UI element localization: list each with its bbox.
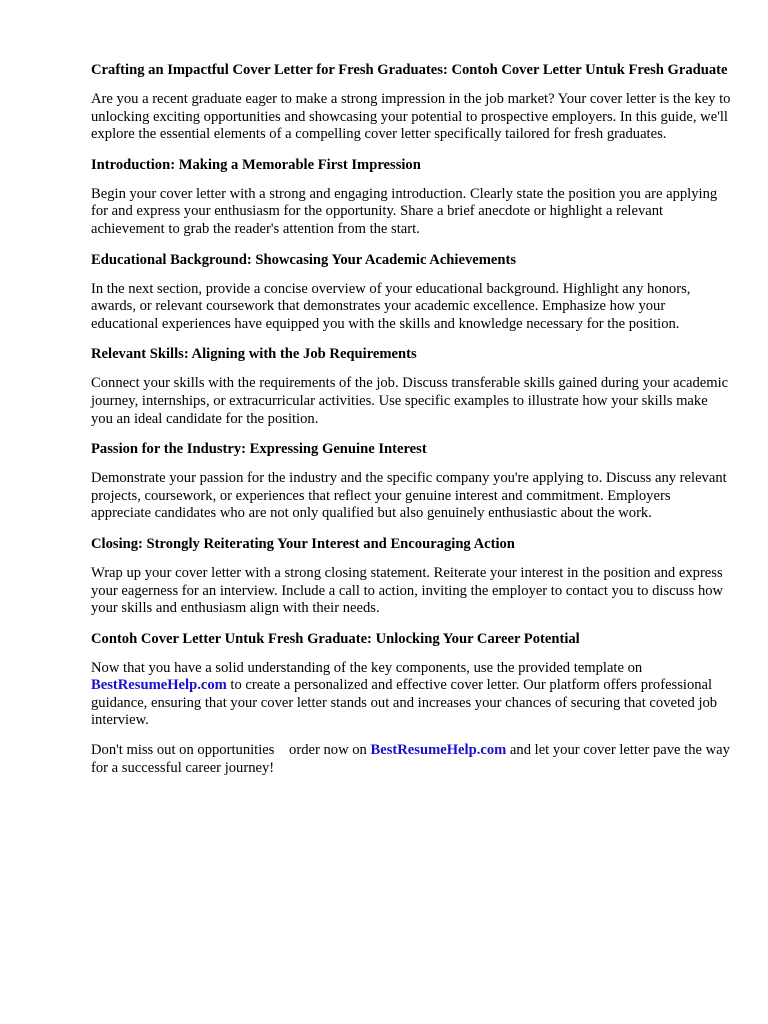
cta-text-after: and let your cover letter pave the way for a successful career journey! — [91, 742, 730, 776]
final-paragraph — [91, 660, 731, 730]
cta-text-before: Don't miss out on opportunities — [91, 742, 275, 759]
section-heading-passion: Passion for the Industry: Expressing Genuine Interest — [91, 441, 427, 458]
section-body-skills: Connect your skills with the requirements of the job. Discuss transferable skills gained during your academic journey, internships, or extracurricular activities. Use specific examples to illustrate how your skills make you an ideal candidate for the position. — [91, 375, 729, 427]
final-paragraph-text-before: Now that you have a solid understanding of the key components, use the provided template on — [91, 659, 643, 676]
section-body-education: In the next section, provide a concise overview of your educational background. Highlight any honors, awards, or relevant coursework that demonstrates your academic excellence. Emphasize how your educational experiences have equipped you with the skills and knowledge necessary for the position. — [91, 280, 691, 332]
section-heading-skills: Relevant Skills: Aligning with the Job Requirements — [91, 346, 417, 363]
cta-text-middle: order now on — [289, 742, 371, 759]
document-page — [91, 61, 731, 789]
section-heading-introduction: Introduction: Making a Memorable First Impression — [91, 156, 421, 173]
section-body-passion: Demonstrate your passion for the industry and the specific company you're applying to. Discuss any relevant projects, coursework, or experiences that reflect your genuine interest and commitment. Employers appreciate candidates who are not only qualified but also genuinely enthusiastic about the work. — [91, 470, 727, 522]
document-title: Crafting an Impactful Cover Letter for Fresh Graduates: Contoh Cover Letter Untuk Fresh Graduate — [91, 62, 728, 78]
order-now-link[interactable]: BestResumeHelp.com — [370, 742, 507, 759]
bestresumehelp-link[interactable]: BestResumeHelp.com — [91, 677, 227, 694]
section-body-introduction: Begin your cover letter with a strong and engaging introduction. Clearly state the position you are applying for and express your enthusiasm for the opportunity. Share a brief anecdote or highlight a relevant achievement to grab the reader's attention from the start. — [91, 185, 718, 237]
section-heading-closing: Closing: Strongly Reiterating Your Interest and Encouraging Action — [91, 535, 515, 552]
intro-paragraph: Are you a recent graduate eager to make a strong impression in the job market? Your cover letter is the key to unlocking exciting opportunities and showcasing your potential to prospective employers. In this guide, we'll explore the essential elements of a compelling cover letter specifically tailored for fresh graduates. — [91, 91, 731, 143]
final-paragraph-text-after: to create a personalized and effective cover letter. Our platform offers professional guidance, ensuring that your cover letter stands out and increases your chances of securing that coveted job interview. — [91, 677, 718, 729]
final-heading: Contoh Cover Letter Untuk Fresh Graduate: Unlocking Your Career Potential — [91, 630, 580, 647]
cta-gap — [274, 742, 289, 758]
section-heading-education: Educational Background: Showcasing Your Academic Achievements — [91, 251, 517, 268]
section-body-closing: Wrap up your cover letter with a strong closing statement. Reiterate your interest in the position and express your eagerness for an interview. Include a call to action, inviting the employer to contact you to discuss how your skills and enthusiasm align with their needs. — [91, 564, 724, 617]
cta-paragraph — [91, 742, 731, 777]
